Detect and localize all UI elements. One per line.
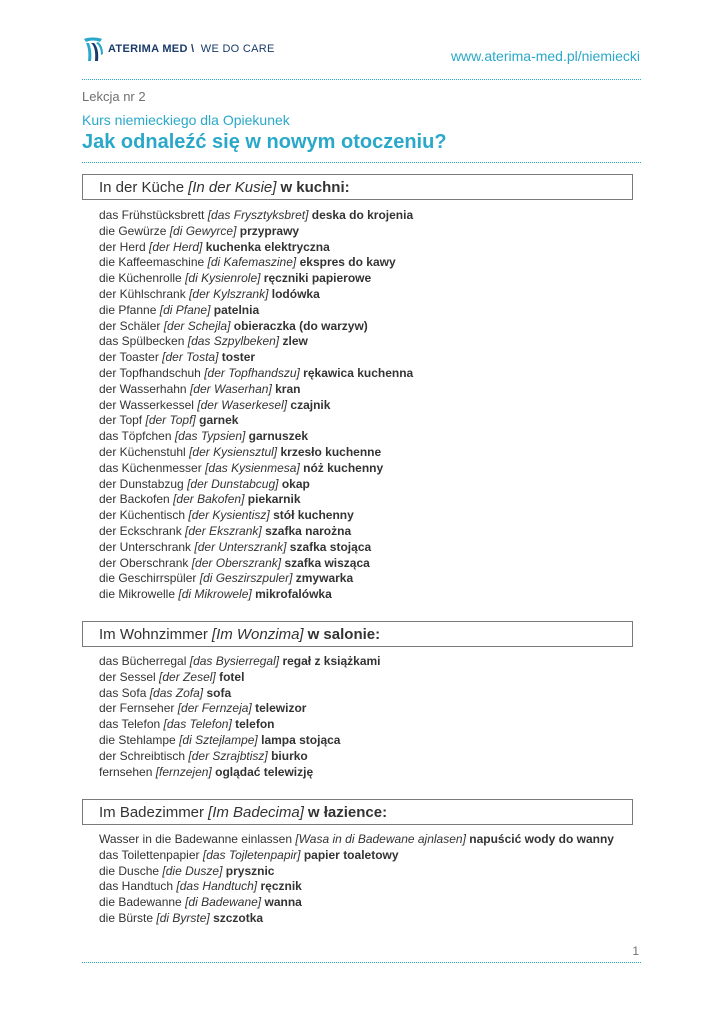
title-divider bbox=[82, 162, 641, 163]
vocab-pl: lodówka bbox=[271, 286, 320, 301]
vocab-pl: ręczniki papierowe bbox=[263, 271, 372, 286]
vocab-item bbox=[99, 686, 381, 702]
vocab-de: der Topf bbox=[99, 413, 143, 428]
vocab-de: das Küchenmesser bbox=[99, 460, 202, 475]
vocab-item bbox=[99, 492, 413, 508]
vocab-pl: patelnia bbox=[213, 302, 260, 317]
vocab-pl: ręcznik bbox=[260, 879, 302, 894]
vocab-pron: [das Frysztyksbret] bbox=[207, 208, 309, 222]
vocab-pl: wanna bbox=[264, 895, 302, 910]
vocab-pron: [der Dunstabcug] bbox=[187, 476, 279, 491]
vocab-de: das Telefon bbox=[99, 717, 161, 732]
vocab-item bbox=[99, 413, 413, 429]
vocab-list-living-room bbox=[99, 654, 381, 780]
vocab-pl: przyprawy bbox=[239, 223, 300, 238]
vocab-pl: lampa stojąca bbox=[261, 732, 341, 747]
vocab-pl: garnek bbox=[199, 413, 239, 428]
vocab-pl: szafka wisząca bbox=[284, 555, 370, 570]
vocab-item bbox=[99, 271, 413, 287]
header-divider bbox=[82, 79, 641, 80]
heading-pl: w kuchni: bbox=[280, 178, 350, 196]
vocab-item bbox=[99, 832, 614, 848]
vocab-pron: [di Geszirszpuler] bbox=[199, 571, 293, 586]
heading-de: Im Wohnzimmer bbox=[99, 625, 208, 643]
vocab-pron: [der Unterszrank] bbox=[194, 539, 287, 554]
vocab-de: die Geschirrspüler bbox=[99, 571, 197, 586]
vocab-pl: sofa bbox=[206, 685, 232, 700]
vocab-item bbox=[99, 556, 413, 572]
vocab-pl: deska do krojenia bbox=[311, 208, 414, 222]
vocab-pron: [der Herd] bbox=[149, 239, 203, 254]
vocab-item bbox=[99, 717, 381, 733]
vocab-pron: [di Kysienrole] bbox=[185, 271, 261, 286]
vocab-pl: regał z książkami bbox=[282, 654, 381, 668]
heading-de: Im Badezimmer bbox=[99, 803, 205, 821]
vocab-pron: [fernzejen] bbox=[155, 764, 212, 779]
vocab-pron: [der Topfhandszu] bbox=[204, 365, 300, 380]
logo-icon bbox=[82, 35, 104, 63]
vocab-item bbox=[99, 303, 413, 319]
vocab-de: der Schreibtisch bbox=[99, 748, 186, 763]
vocab-pron: [der Szrajbtisz] bbox=[188, 748, 268, 763]
vocab-list-kitchen bbox=[99, 208, 413, 603]
vocab-item bbox=[99, 398, 413, 414]
vocab-pron: [das Bysierregal] bbox=[189, 654, 280, 668]
vocab-pl: szafka narożna bbox=[265, 523, 352, 538]
page-title: Jak odnaleźć się w nowym otoczeniu? bbox=[82, 131, 447, 153]
vocab-item bbox=[99, 895, 614, 911]
vocab-item bbox=[99, 864, 614, 880]
vocab-item bbox=[99, 255, 413, 271]
vocab-pron: [das Szpylbeken] bbox=[187, 334, 280, 349]
vocab-item bbox=[99, 477, 413, 493]
vocab-pl: zmywarka bbox=[295, 571, 354, 586]
heading-pl: w łazience: bbox=[307, 803, 388, 821]
vocab-de: das Toilettenpapier bbox=[99, 847, 200, 862]
vocab-pl: szafka stojąca bbox=[289, 539, 372, 554]
vocab-de: fernsehen bbox=[99, 764, 153, 779]
vocab-pl: biurko bbox=[271, 748, 308, 763]
vocab-de: der Herd bbox=[99, 239, 146, 254]
vocab-pron: [das Zofa] bbox=[149, 685, 204, 700]
vocab-pl: szczotka bbox=[213, 910, 264, 925]
section-heading-living-room bbox=[82, 621, 633, 647]
vocab-pron: [das Typsien] bbox=[174, 429, 246, 444]
vocab-pl: rękawica kuchenna bbox=[303, 365, 414, 380]
logo-separator: \ bbox=[191, 43, 195, 55]
vocab-pl: nóż kuchenny bbox=[303, 460, 384, 475]
vocab-pl: obieraczka (do warzyw) bbox=[233, 318, 368, 333]
vocab-pl: mikrofalówka bbox=[255, 587, 332, 602]
logo-slogan: WE DO CARE bbox=[200, 43, 275, 55]
vocab-pl: telefon bbox=[235, 717, 275, 732]
vocab-de: die Stehlampe bbox=[99, 732, 176, 747]
vocab-de: das Bücherregal bbox=[99, 654, 187, 668]
vocab-pl: prysznic bbox=[225, 863, 275, 878]
vocab-item bbox=[99, 382, 413, 398]
vocab-pron: [der Zesel] bbox=[159, 669, 216, 684]
vocab-pron: [di Sztejlampe] bbox=[179, 732, 258, 747]
course-name: Kurs niemieckiego dla Opiekunek bbox=[82, 112, 290, 128]
vocab-pl: zlew bbox=[282, 334, 308, 349]
vocab-pron: [der Kysientisz] bbox=[188, 508, 270, 523]
vocab-de: die Mikrowelle bbox=[99, 587, 176, 602]
vocab-pron: [die Dusze] bbox=[162, 863, 223, 878]
vocab-de: das Sofa bbox=[99, 685, 147, 700]
vocab-item bbox=[99, 350, 413, 366]
vocab-pl: fotel bbox=[219, 669, 245, 684]
vocab-item bbox=[99, 701, 381, 717]
vocab-item bbox=[99, 224, 413, 240]
vocab-pron: [der Kysiensztul] bbox=[189, 444, 278, 459]
vocab-de: der Küchentisch bbox=[99, 508, 186, 523]
vocab-de: der Eckschrank bbox=[99, 523, 182, 538]
vocab-item bbox=[99, 848, 614, 864]
vocab-de: das Frühstücksbrett bbox=[99, 208, 205, 222]
vocab-de: der Dunstabzug bbox=[99, 476, 184, 491]
vocab-de: das Spülbecken bbox=[99, 334, 185, 349]
vocab-de: die Bürste bbox=[99, 910, 154, 925]
vocab-pl: krzesło kuchenne bbox=[280, 444, 382, 459]
vocab-pl: czajnik bbox=[290, 397, 331, 412]
vocab-pron: [der Kylszrank] bbox=[189, 286, 269, 301]
vocab-pron: [di Gewyrce] bbox=[169, 223, 237, 238]
vocab-item bbox=[99, 240, 413, 256]
vocab-pron: [der Tosta] bbox=[162, 350, 219, 365]
vocab-item bbox=[99, 319, 413, 335]
vocab-pron: [di Byrste] bbox=[156, 910, 210, 925]
vocab-de: der Backofen bbox=[99, 492, 170, 507]
vocab-de: der Toaster bbox=[99, 350, 159, 365]
vocab-pron: [der Waserkesel] bbox=[197, 397, 288, 412]
vocab-item bbox=[99, 461, 413, 477]
vocab-pron: [der Oberszrank] bbox=[191, 555, 282, 570]
vocab-pron: [der Ekszrank] bbox=[185, 523, 262, 538]
vocab-de: der Schäler bbox=[99, 318, 161, 333]
vocab-de: der Wasserhahn bbox=[99, 381, 187, 396]
vocab-de: die Dusche bbox=[99, 863, 160, 878]
logo bbox=[82, 34, 275, 64]
vocab-de: Wasser in die Badewanne einlassen bbox=[99, 832, 293, 846]
vocab-pron: [das Tojletenpapir] bbox=[202, 847, 301, 862]
vocab-de: die Badewanne bbox=[99, 895, 182, 910]
vocab-item bbox=[99, 334, 413, 350]
vocab-list-bathroom bbox=[99, 832, 614, 927]
vocab-item bbox=[99, 765, 381, 781]
vocab-pl: garnuszek bbox=[248, 429, 309, 444]
vocab-pron: [der Bakofen] bbox=[173, 492, 245, 507]
vocab-de: die Kaffeemaschine bbox=[99, 255, 205, 270]
vocab-de: die Gewürze bbox=[99, 223, 167, 238]
vocab-item bbox=[99, 429, 413, 445]
vocab-de: das Töpfchen bbox=[99, 429, 172, 444]
footer-divider bbox=[82, 962, 641, 963]
page-number: 1 bbox=[632, 944, 639, 958]
vocab-pron: [di Kafemaszine] bbox=[207, 255, 297, 270]
vocab-de: der Topfhandschuh bbox=[99, 365, 201, 380]
vocab-de: der Kühlschrank bbox=[99, 286, 186, 301]
vocab-de: der Fernseher bbox=[99, 701, 175, 716]
vocab-item bbox=[99, 445, 413, 461]
vocab-pron: [der Topf] bbox=[145, 413, 196, 428]
heading-de: In der Küche bbox=[99, 178, 185, 196]
vocab-de: die Pfanne bbox=[99, 302, 157, 317]
vocab-pron: [di Mikrowele] bbox=[178, 587, 252, 602]
vocab-de: das Handtuch bbox=[99, 879, 174, 894]
vocab-item bbox=[99, 524, 413, 540]
vocab-pl: stół kuchenny bbox=[273, 508, 354, 523]
vocab-de: der Oberschrank bbox=[99, 555, 189, 570]
vocab-item bbox=[99, 733, 381, 749]
vocab-de: der Unterschrank bbox=[99, 539, 192, 554]
lesson-number: Lekcja nr 2 bbox=[82, 89, 146, 104]
heading-pl: w salonie: bbox=[307, 625, 381, 643]
vocab-item bbox=[99, 571, 413, 587]
vocab-pron: [das Kysienmesa] bbox=[205, 460, 300, 475]
vocab-pl: telewizor bbox=[255, 701, 307, 716]
vocab-pron: [der Waserhan] bbox=[189, 381, 272, 396]
vocab-pron: [Wasa in di Badewane ajnlasen] bbox=[295, 832, 466, 846]
vocab-pl: toster bbox=[221, 350, 256, 365]
vocab-item bbox=[99, 540, 413, 556]
vocab-item bbox=[99, 208, 413, 224]
vocab-de: der Wasserkessel bbox=[99, 397, 194, 412]
vocab-pl: ekspres do kawy bbox=[299, 255, 396, 270]
vocab-item bbox=[99, 654, 381, 670]
vocab-de: die Küchenrolle bbox=[99, 271, 182, 286]
vocab-item bbox=[99, 879, 614, 895]
vocab-item bbox=[99, 366, 413, 382]
vocab-pron: [di Badewane] bbox=[185, 895, 262, 910]
vocab-pron: [di Pfane] bbox=[159, 302, 211, 317]
vocab-pl: papier toaletowy bbox=[303, 847, 399, 862]
vocab-item bbox=[99, 670, 381, 686]
vocab-pron: [der Schejla] bbox=[163, 318, 231, 333]
vocab-pron: [der Fernzeja] bbox=[177, 701, 252, 716]
vocab-item bbox=[99, 287, 413, 303]
vocab-pl: okap bbox=[281, 476, 310, 491]
heading-pron: [In der Kusie] bbox=[188, 178, 277, 196]
vocab-pl: kuchenka elektryczna bbox=[205, 239, 330, 254]
logo-text bbox=[108, 43, 275, 55]
section-heading-kitchen bbox=[82, 174, 633, 200]
vocab-pl: napuścić wody do wanny bbox=[469, 832, 614, 846]
vocab-item bbox=[99, 587, 413, 603]
vocab-pl: oglądać telewizję bbox=[215, 764, 314, 779]
vocab-pron: [das Telefon] bbox=[163, 717, 232, 732]
heading-pron: [Im Badecima] bbox=[208, 803, 304, 821]
vocab-pron: [das Handtuch] bbox=[176, 879, 258, 894]
section-heading-bathroom bbox=[82, 799, 633, 825]
vocab-item bbox=[99, 749, 381, 765]
logo-brand: ATERIMA MED bbox=[108, 43, 188, 55]
heading-pron: [Im Wonzima] bbox=[211, 625, 304, 643]
vocab-pl: piekarnik bbox=[247, 492, 301, 507]
website-link[interactable]: www.aterima-med.pl/niemiecki bbox=[450, 48, 640, 64]
vocab-de: der Küchenstuhl bbox=[99, 444, 186, 459]
vocab-item bbox=[99, 911, 614, 927]
vocab-pl: kran bbox=[275, 381, 301, 396]
vocab-de: der Sessel bbox=[99, 669, 156, 684]
vocab-item bbox=[99, 508, 413, 524]
